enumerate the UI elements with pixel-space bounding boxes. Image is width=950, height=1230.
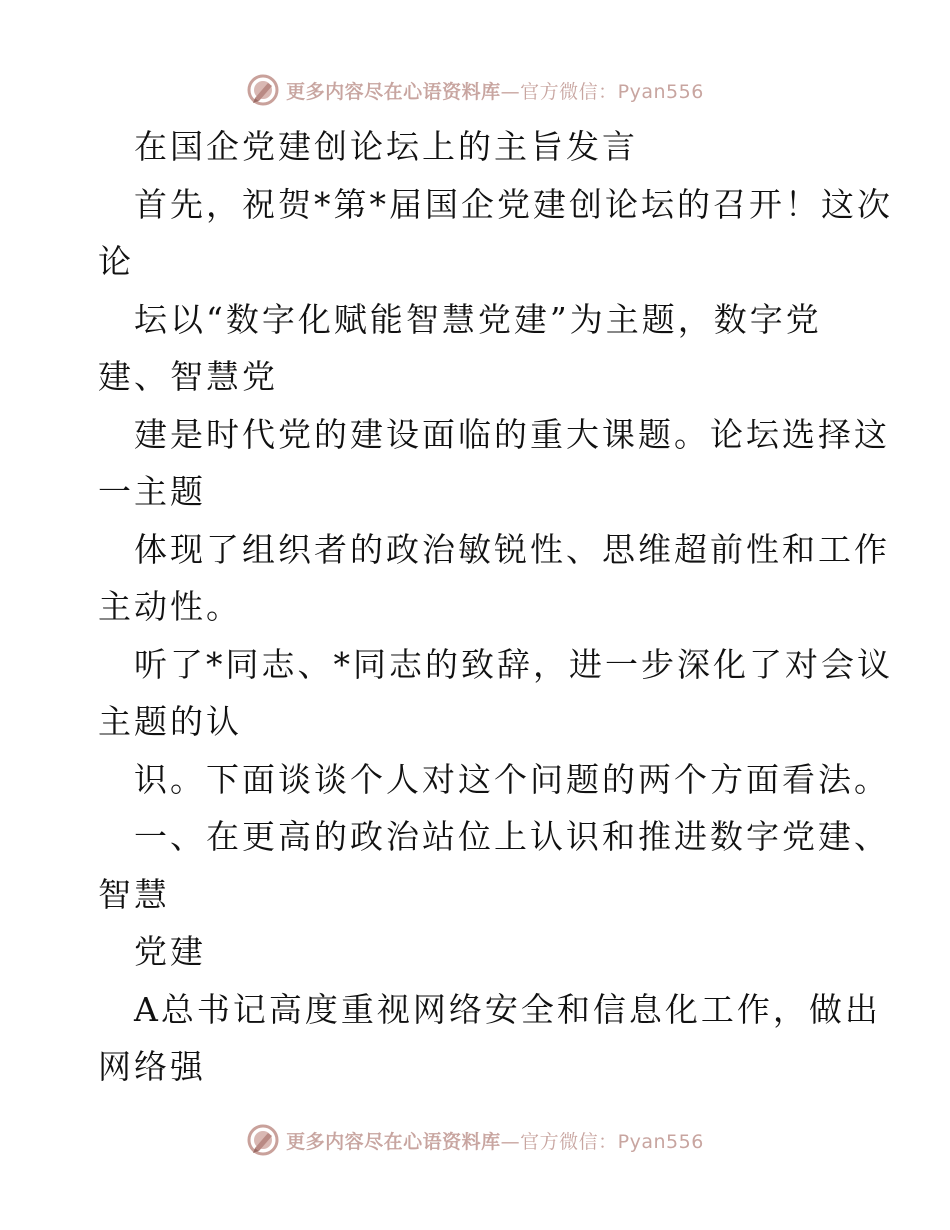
text-line: 党建 [134, 932, 206, 971]
document-title: 在国企党建创论坛上的主旨发言 [134, 127, 638, 166]
text-line: 一、在更高的政治站位上认识和推进数字党建、 [134, 817, 890, 856]
text-line: A总书记高度重视网络安全和信息化工作，做出 [134, 989, 881, 1029]
footer-watermark-banner [0, 1120, 950, 1160]
text-line: 网络强 [98, 1047, 206, 1086]
watermark-text: 更多内容尽在心语资料库—官方微信：Pyan556 [286, 1130, 704, 1153]
text-line: 论 [98, 242, 134, 281]
text-line: 主动性。 [98, 587, 242, 626]
text-line: 识。下面谈谈个人对这个问题的两个方面看法。 [134, 759, 890, 799]
text-line: 听了*同志、*同志的致辞，进一步深化了对会议 [134, 644, 893, 684]
watermark-text: 更多内容尽在心语资料库—官方微信：Pyan556 [286, 80, 704, 103]
text-line: 坛以“数字化赋能智慧党建”为主题，数字党 [134, 299, 822, 339]
text-line: 建、智慧党 [98, 357, 278, 396]
text-line: 体现了组织者的政治敏锐性、思维超前性和工作 [134, 529, 890, 569]
pen-logo-icon [246, 1123, 280, 1157]
text-line: 首先，祝贺*第*届国企党建创论坛的召开！这次 [134, 184, 893, 224]
pen-logo-icon [246, 73, 280, 107]
document-body [98, 118, 893, 1096]
text-line: 一主题 [98, 472, 206, 511]
text-line: 主题的认 [98, 702, 242, 741]
header-watermark-banner [0, 70, 950, 110]
text-line: 建是时代党的建设面临的重大课题。论坛选择这 [134, 414, 890, 454]
text-line: 智慧 [98, 874, 170, 914]
